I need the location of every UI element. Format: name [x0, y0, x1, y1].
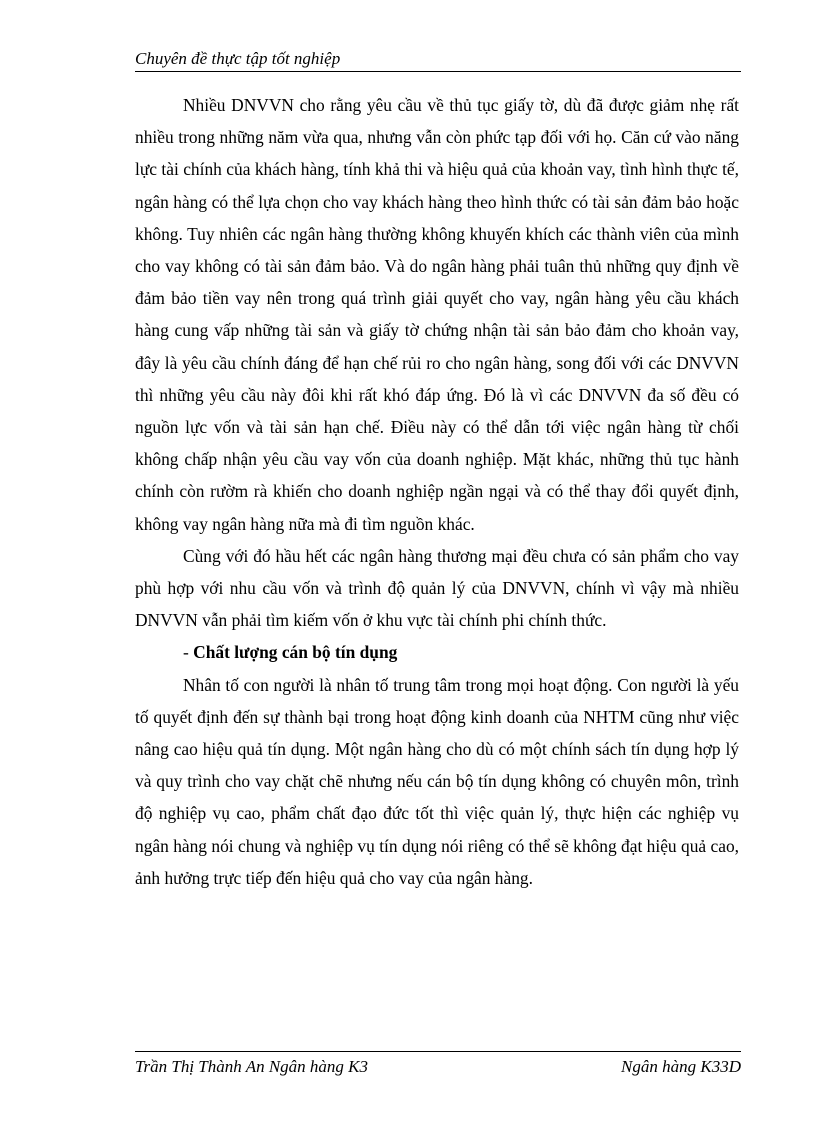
page-footer [135, 1055, 741, 1079]
document-body [135, 89, 739, 894]
paragraph: Nhân tố con người là nhân tố trung tâm trong mọi hoạt động. Con người là yếu tố quyết định đến sự thành bại trong hoạt động kinh doanh của NHTM cũng như việc nâng cao hiệu quả tín dụng. Một ngân hàng cho dù có một chính sách tín dụng hợp lý và quy trình cho vay chặt chẽ nhưng nếu cán bộ tín dụng không có chuyên môn, trình độ nghiệp vụ cao, phẩm chất đạo đức tốt thì việc quản lý, thực hiện các nghiệp vụ ngân hàng nói chung và nghiệp vụ tín dụng nói riêng có thể sẽ không đạt hiệu quả cao, ảnh hưởng trực tiếp đến hiệu quả cho vay của ngân hàng. [135, 674, 739, 888]
heading-dash: - [183, 642, 194, 663]
header-title: Chuyên đề thực tập tốt nghiệp [135, 49, 341, 68]
footer-class: Ngân hàng K33D [621, 1057, 741, 1076]
footer-author: Trần Thị Thành An Ngân hàng K3 [135, 1057, 369, 1076]
footer-divider [135, 1051, 741, 1052]
paragraph: Cùng với đó hầu hết các ngân hàng thương mại đều chưa có sản phẩm cho vay phù hợp với nhu cầu vốn và trình độ quản lý của DNVVN, chính vì vậy mà nhiều DNVVN vẫn phải tìm kiếm vốn ở khu vực tài chính phi chính thức. [135, 545, 739, 631]
page-header [135, 47, 741, 72]
paragraph: Nhiều DNVVN cho rằng yêu cầu về thủ tục giấy tờ, dù đã được giảm nhẹ rất nhiều trong những năm vừa qua, nhưng vẫn còn phức tạp đối với họ. Căn cứ vào năng lực tài chính của khách hàng, tính khả thi và hiệu quả của khoản vay, tình hình thực tế, ngân hàng có thể lựa chọn cho vay khách hàng theo hình thức có tài sản đảm bảo hoặc không. Tuy nhiên các ngân hàng thường không khuyến khích các thành viên của mình cho vay không có tài sản đảm bảo. Và do ngân hàng phải tuân thủ những quy định về đảm bảo tiền vay nên trong quá trình giải quyết cho vay, ngân hàng yêu cầu khách hàng cung vấp những tài sản và giấy tờ chứng nhận tài sản bảo đảm cho khoản vay, đây là yêu cầu chính đáng để hạn chế rủi ro cho ngân hàng, song đối với các DNVVN thì những yêu cầu này đôi khi rất khó đáp ứng. Đó là vì các DNVVN đa số đều có nguồn lực vốn và tài sản hạn chế. Điều này có thể dẫn tới việc ngân hàng từ chối không chấp nhận yêu cầu vay vốn của doanh nghiệp. Mặt khác, những thủ tục hành chính còn rườm rà khiến cho doanh nghiệp ngần ngại và có thể thay đổi quyết định, không vay ngân hàng nữa mà đi tìm nguồn khác. [135, 95, 739, 534]
section-heading [135, 636, 739, 668]
heading-text: Chất lượng cán bộ tín dụng [193, 642, 398, 663]
